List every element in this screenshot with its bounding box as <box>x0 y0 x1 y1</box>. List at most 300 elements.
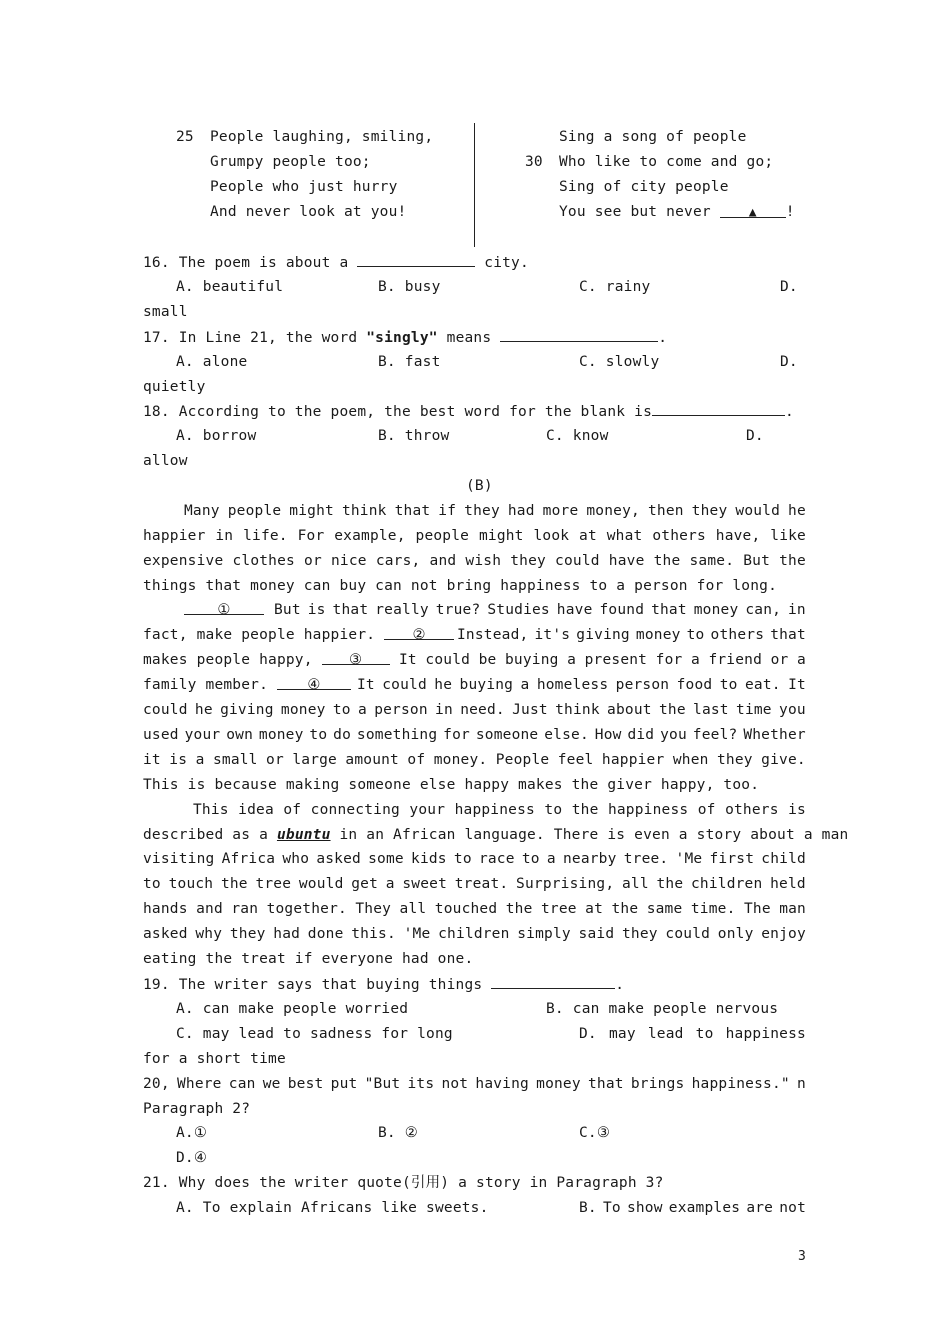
word: else. <box>544 727 589 743</box>
word: present <box>584 652 648 668</box>
word: happiness." <box>691 1076 790 1092</box>
word: could <box>143 702 188 718</box>
q19-option-d-wrap: for a short time <box>143 1051 286 1067</box>
word: together. <box>266 901 347 917</box>
word: 'Me <box>403 926 431 942</box>
q19-stem-end: . <box>615 977 625 993</box>
poem-left-line-3: People who just hurry <box>210 179 398 195</box>
q16-answer-blank <box>357 252 475 267</box>
poem-left-line-number: 25 <box>176 129 194 145</box>
passage-blank-4 <box>277 675 351 693</box>
word: nearby <box>562 851 617 867</box>
word: cars, <box>375 553 421 569</box>
word: or <box>304 553 322 569</box>
word: or <box>266 752 284 768</box>
word: of <box>697 802 716 818</box>
q18-stem <box>143 401 794 422</box>
p2-line-7 <box>143 750 806 770</box>
word: are <box>746 1200 774 1216</box>
q19-stem <box>143 974 624 995</box>
p1-line-2 <box>143 526 806 546</box>
word: a <box>546 851 556 867</box>
word: others <box>725 802 779 818</box>
word: feel <box>557 752 594 768</box>
word: example, <box>334 528 406 544</box>
word: others <box>710 627 765 643</box>
word: To <box>602 1200 621 1216</box>
word: asked <box>316 851 361 867</box>
blank-2-marker: ② <box>412 627 426 643</box>
word: sweet <box>402 876 448 892</box>
p2-line-2-text: fact, make people happier. <box>143 627 376 643</box>
poem-right-line-2: Who like to come and go; <box>559 154 774 170</box>
p3-line-5 <box>143 899 806 919</box>
word: same. <box>689 553 735 569</box>
word: held <box>770 876 806 892</box>
word: happier <box>143 528 206 544</box>
word: time <box>736 702 772 718</box>
word: idea <box>238 802 274 818</box>
word: they <box>510 553 546 569</box>
word: be <box>478 652 497 668</box>
word: Whether <box>743 727 806 743</box>
word: your <box>409 802 446 818</box>
q18-option-c: C. know <box>546 428 609 444</box>
word: in <box>435 702 453 718</box>
word: This <box>193 802 229 818</box>
word: hands <box>143 901 188 917</box>
word: examples <box>668 1200 741 1216</box>
word: Studies <box>487 602 550 618</box>
word: more <box>542 503 579 519</box>
word: it's <box>534 627 571 643</box>
word: treat. <box>454 876 509 892</box>
q20-option-d: D.④ <box>176 1150 208 1166</box>
q17-answer-blank <box>500 327 658 342</box>
poem-column-divider <box>474 123 475 247</box>
word: why <box>195 926 223 942</box>
word: used <box>143 727 179 743</box>
word: they <box>464 503 500 519</box>
q16-stem-end: city. <box>484 255 529 271</box>
word: happiness <box>607 802 689 818</box>
word: time. <box>690 901 736 917</box>
word: if <box>438 503 457 519</box>
word: have, <box>715 528 761 544</box>
word: It <box>788 677 806 693</box>
word: nice <box>331 553 367 569</box>
word: may <box>608 1026 636 1042</box>
poem-right-line-number: 30 <box>525 154 543 170</box>
word: connecting <box>310 802 400 818</box>
word: give. <box>761 752 806 768</box>
word: can <box>228 1076 256 1092</box>
word: is <box>307 602 326 618</box>
word: they <box>229 926 266 942</box>
word: wish <box>465 553 502 569</box>
blank-4-marker: ④ <box>307 677 321 693</box>
word: look <box>533 528 570 544</box>
word: lead <box>647 1026 684 1042</box>
q20-stem-line-1 <box>143 1074 806 1094</box>
word: own <box>226 727 254 743</box>
word: like <box>770 528 806 544</box>
p3-line-2 <box>143 825 848 845</box>
q16-option-d-text: small <box>143 304 188 320</box>
q18-option-d: D. <box>746 428 764 444</box>
p2-line-8: This is because making someone else happy makes the giver happy, too. <box>143 777 760 793</box>
q19-option-b: B. can make people nervous <box>546 1001 779 1017</box>
p2-line-1 <box>274 600 806 620</box>
p1-line-4: things that money can buy can not bring happiness to a person for long. <box>143 578 778 594</box>
word: a <box>357 702 367 718</box>
word: It <box>399 652 417 668</box>
q16-option-a: A. beautiful <box>176 279 284 295</box>
word: a <box>195 752 205 768</box>
word: children <box>438 926 510 942</box>
word: man <box>779 901 806 917</box>
word: in <box>215 528 234 544</box>
word: do <box>333 727 352 743</box>
word: It <box>357 677 375 693</box>
word: amount <box>345 752 399 768</box>
q17-stem-means: means <box>437 330 492 346</box>
word: said <box>578 926 615 942</box>
word: money <box>693 602 739 618</box>
word: you <box>779 702 806 718</box>
word: money, <box>586 503 640 519</box>
word: someone <box>475 727 539 743</box>
q21-option-b <box>579 1198 806 1218</box>
word: money <box>258 727 304 743</box>
q16-stem <box>143 252 529 273</box>
p2-line-4-text: family member. <box>143 677 269 693</box>
word: person <box>615 677 670 693</box>
word: giving <box>220 702 274 718</box>
word: tree <box>255 876 292 892</box>
word: tree <box>540 901 577 917</box>
word: enjoy <box>761 926 806 942</box>
word: would <box>298 876 344 892</box>
poem-left-line-1: People laughing, smiling, <box>210 129 434 145</box>
blank-marker-triangle: ▲ <box>748 205 757 220</box>
word: true? <box>435 602 481 618</box>
word: the <box>658 702 686 718</box>
q18-option-d-text: allow <box>143 453 188 469</box>
word: did <box>627 727 655 743</box>
word: a <box>385 876 395 892</box>
word: money <box>280 702 326 718</box>
p2-line-5 <box>143 700 806 720</box>
word: it <box>143 752 161 768</box>
word: to <box>544 802 563 818</box>
word: to <box>521 851 540 867</box>
word: really <box>375 602 429 618</box>
word: a <box>567 652 577 668</box>
word: this. <box>351 926 396 942</box>
q16-stem-text: 16. The poem is about a <box>143 255 349 271</box>
word: all <box>621 876 649 892</box>
q19-answer-blank <box>491 974 615 989</box>
q20-option-b: B. ② <box>378 1125 418 1141</box>
q21-stem: 21. Why does the writer quote(引用) a story in Paragraph 3? <box>143 1175 664 1191</box>
word: Many <box>184 503 220 519</box>
word: the <box>571 802 599 818</box>
word: "But <box>364 1076 401 1092</box>
word: a <box>796 652 806 668</box>
word: a <box>690 652 700 668</box>
word: money <box>536 1076 581 1092</box>
word: that <box>332 602 369 618</box>
q17-option-d-text: quietly <box>143 379 206 395</box>
word: money <box>635 627 681 643</box>
word: at <box>579 528 597 544</box>
word: same <box>646 901 683 917</box>
word: is <box>169 752 188 768</box>
word: homeless <box>536 677 609 693</box>
word: eat. <box>744 677 781 693</box>
word: to <box>695 1026 714 1042</box>
p3-line-2-end: in an African language. There is even a story about a man <box>330 827 849 843</box>
word: Surprising, <box>516 876 615 892</box>
word: to <box>719 677 738 693</box>
q17-target-word: "singly" <box>366 330 438 346</box>
word: he <box>194 702 213 718</box>
word: last <box>693 702 729 718</box>
word: need. <box>460 702 505 718</box>
poem-right-line-1: Sing a song of people <box>559 129 747 145</box>
word: n <box>796 1076 806 1092</box>
word: had <box>273 926 301 942</box>
word: put <box>330 1076 358 1092</box>
p1-line-3 <box>143 551 806 571</box>
word: we <box>262 1076 281 1092</box>
ubuntu-term: ubuntu <box>276 827 331 843</box>
word: might <box>478 528 524 544</box>
word: the <box>653 553 681 569</box>
word: People <box>495 752 550 768</box>
word: show <box>626 1200 663 1216</box>
q18-stem-end: . <box>785 404 794 420</box>
word: happiness <box>454 802 535 818</box>
word: person <box>374 702 428 718</box>
p3-line-3 <box>143 849 806 869</box>
q19-stem-text: 19. The writer says that buying things <box>143 977 483 993</box>
word: food <box>676 677 713 693</box>
p2-line-1-blank <box>184 600 264 620</box>
word: money. <box>433 752 488 768</box>
word: could <box>382 677 427 693</box>
word: at <box>585 901 604 917</box>
word: the <box>505 901 533 917</box>
q20-stem-line-2: Paragraph 2? <box>143 1101 251 1117</box>
poem-left-line-2: Grumpy people too; <box>210 154 371 170</box>
word: to <box>309 727 328 743</box>
word: they <box>621 926 658 942</box>
p3-line-6 <box>143 924 806 944</box>
p2-line-4-start <box>143 675 351 695</box>
word: then <box>647 503 684 519</box>
word: kids <box>411 851 447 867</box>
word: have <box>608 553 645 569</box>
poem-end-punct: ! <box>785 204 795 220</box>
word: But <box>274 602 301 618</box>
poem-right-line-4 <box>559 202 795 222</box>
word: happier <box>601 752 665 768</box>
word: a <box>520 677 530 693</box>
word: think <box>341 503 387 519</box>
word: people <box>415 528 470 544</box>
word: only <box>717 926 754 942</box>
word: touched <box>434 901 498 917</box>
q21-option-a: A. To explain Africans like sweets. <box>176 1200 489 1216</box>
q17-stem-text: 17. In Line 21, the word <box>143 330 367 346</box>
word: happiness <box>725 1026 806 1042</box>
word: friend <box>708 652 763 668</box>
passage-blank-2 <box>384 625 454 643</box>
word: simply <box>517 926 571 942</box>
q20-option-a: A.① <box>176 1125 208 1141</box>
p2-line-3-text: makes people happy, <box>143 652 313 668</box>
word: you <box>660 727 687 743</box>
word: could <box>555 553 600 569</box>
word: giving <box>576 627 630 643</box>
blank-3-marker: ③ <box>349 652 363 668</box>
p3-line-1 <box>193 800 806 820</box>
q17-stem <box>143 327 667 348</box>
word: get <box>351 876 379 892</box>
word: of <box>407 752 426 768</box>
word: not <box>441 1076 469 1092</box>
word: and <box>196 901 223 917</box>
poem-left-line-4: And never look at you! <box>210 204 407 220</box>
word: asked <box>143 926 188 942</box>
word: life. <box>243 528 288 544</box>
p2-line-2-end <box>457 625 806 645</box>
page-number: 3 <box>798 1249 807 1264</box>
word: child <box>761 851 806 867</box>
q18-answer-blank <box>652 401 785 416</box>
word: Africa <box>221 851 276 867</box>
word: the <box>220 876 248 892</box>
q17-option-a: A. alone <box>176 354 248 370</box>
q17-option-d: D. <box>780 354 798 370</box>
word: something <box>356 727 438 743</box>
blank-1-marker: ① <box>217 602 231 618</box>
q18-option-b: B. throw <box>378 428 450 444</box>
word: think <box>555 702 600 718</box>
word: that <box>394 503 431 519</box>
word: or <box>770 652 789 668</box>
section-b-title: (B) <box>466 478 493 494</box>
word: Instead, <box>457 627 529 643</box>
word: they <box>691 503 728 519</box>
word: Where <box>176 1076 222 1092</box>
word: what <box>606 528 643 544</box>
word: ran <box>231 901 259 917</box>
word: 'Me <box>675 851 703 867</box>
word: of <box>283 802 302 818</box>
p3-line-7: eating the treat if everyone had one. <box>143 951 474 967</box>
word: buying <box>505 652 559 668</box>
word: to <box>332 702 351 718</box>
word: to <box>686 627 705 643</box>
word: tree. <box>623 851 669 867</box>
word: small <box>212 752 258 768</box>
p3-line-4 <box>143 874 806 894</box>
p2-line-3-end <box>399 650 806 670</box>
word: Just <box>512 702 548 718</box>
word: done <box>307 926 344 942</box>
word: touch <box>168 876 214 892</box>
word: some <box>368 851 404 867</box>
p2-line-4-end <box>357 675 806 695</box>
word: clothes <box>232 553 295 569</box>
q16-option-c: C. rainy <box>579 279 651 295</box>
word: could <box>665 926 711 942</box>
word: 20, <box>143 1076 170 1092</box>
word: its <box>407 1076 435 1092</box>
word: all <box>399 901 427 917</box>
word: could <box>425 652 471 668</box>
q17-option-c: C. slowly <box>579 354 660 370</box>
word: that <box>651 602 687 618</box>
word: They <box>355 901 392 917</box>
word: might <box>289 503 334 519</box>
q16-option-b: B. busy <box>378 279 441 295</box>
word: feel? <box>692 727 738 743</box>
word: in <box>788 602 806 618</box>
word: visiting <box>143 851 215 867</box>
word: he <box>434 677 453 693</box>
word: who <box>282 851 310 867</box>
p2-line-2-start <box>143 625 454 645</box>
word: The <box>743 901 771 917</box>
word: had <box>507 503 535 519</box>
word: first <box>709 851 755 867</box>
word: D. <box>579 1026 597 1042</box>
word: expensive <box>143 553 224 569</box>
word: would <box>735 503 781 519</box>
word: that <box>587 1076 624 1092</box>
word: children <box>690 876 763 892</box>
word: best <box>287 1076 324 1092</box>
q20-option-c: C.③ <box>579 1125 611 1141</box>
word: large <box>292 752 337 768</box>
word: he <box>788 503 806 519</box>
p1-line-1 <box>184 501 806 521</box>
word: can, <box>745 602 782 618</box>
word: But <box>743 553 770 569</box>
word: the <box>656 876 684 892</box>
q19-option-c: C. may lead to sadness for long <box>176 1026 453 1042</box>
word: race <box>478 851 515 867</box>
p2-line-6 <box>143 725 806 745</box>
passage-blank-3 <box>322 650 390 668</box>
poem-answer-blank <box>720 203 786 218</box>
poem-right-line-3: Sing of city people <box>559 179 729 195</box>
q17-option-b: B. fast <box>378 354 441 370</box>
word: for <box>443 727 470 743</box>
q17-stem-end: . <box>658 330 668 346</box>
q16-option-d: D. <box>780 279 798 295</box>
word: and <box>429 553 457 569</box>
word: having <box>475 1076 529 1092</box>
word: For <box>297 528 325 544</box>
word: have <box>556 602 593 618</box>
word: about <box>607 702 652 718</box>
word: found <box>599 602 645 618</box>
